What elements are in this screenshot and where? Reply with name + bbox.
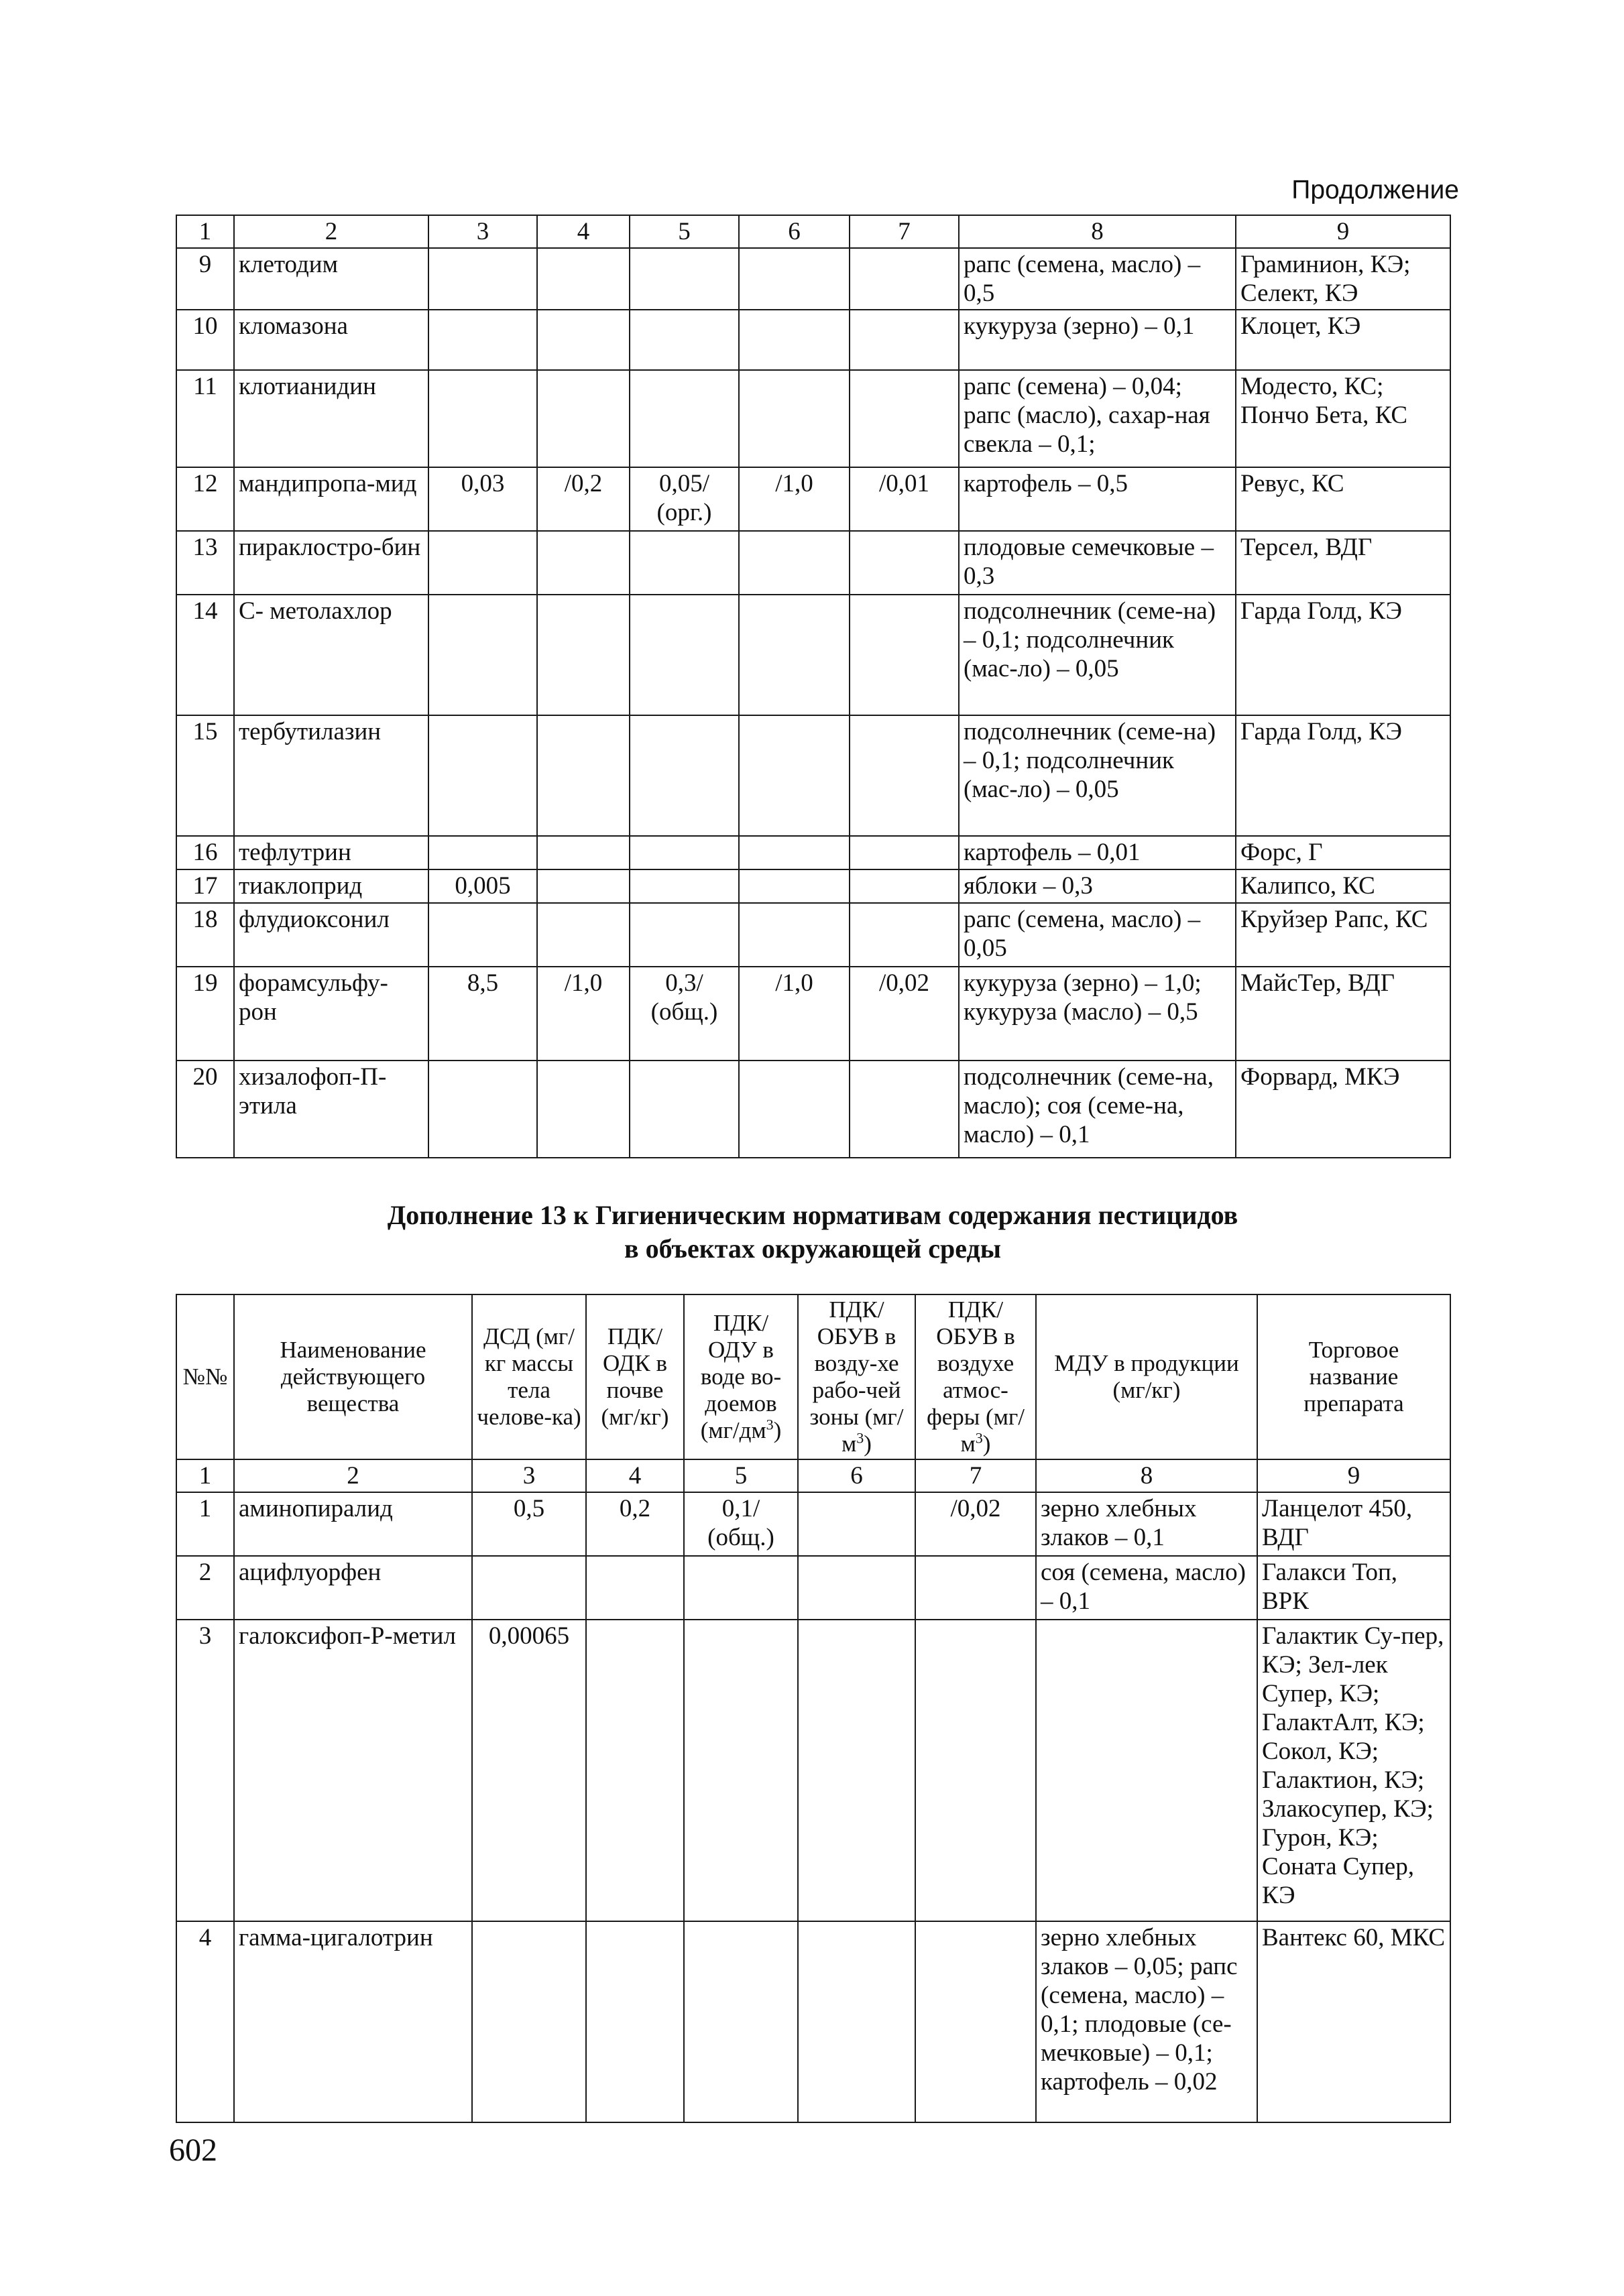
pesticide-table-supplement-13 — [176, 1294, 1451, 2123]
trade-name: Гарда Голд, КЭ — [1236, 715, 1450, 836]
header-substance-name: Наименование действующего вещества — [234, 1294, 472, 1459]
trade-name: Ланцелот 450, ВДГ — [1257, 1492, 1450, 1556]
pdk-atmosphere-value — [915, 1556, 1036, 1620]
row-number: 20 — [176, 1061, 234, 1158]
mdu-value: плодовые семечковые – 0,3 — [959, 531, 1236, 595]
mdu-value: картофель – 0,01 — [959, 836, 1236, 869]
header-pdk-work-close: ) — [864, 1431, 872, 1457]
dsd-value — [428, 836, 537, 869]
header-pdk-water — [684, 1294, 798, 1459]
dsd-value — [428, 370, 537, 467]
column-number-cell: 5 — [684, 1459, 798, 1492]
header-pdk-work-air — [798, 1294, 915, 1459]
pdk-atmosphere-value — [850, 370, 959, 467]
pdk-water-value — [630, 715, 739, 836]
row-number: 2 — [176, 1556, 234, 1620]
header-pdk-atm-close: ) — [982, 1431, 991, 1457]
row-number: 9 — [176, 248, 234, 310]
header-pdk-atm-text: ПДК/ ОБУВ в воздухе атмос-феры (мг/м — [927, 1296, 1025, 1457]
trade-name: Калипсо, КС — [1236, 869, 1450, 903]
dsd-value — [472, 1556, 586, 1620]
pdk-water-value — [684, 1620, 798, 1921]
dsd-value — [428, 531, 537, 595]
substance-name: форамсульфу-рон — [234, 967, 428, 1061]
section-title-line-1: Дополнение 13 к Гигиеническим нормативам содержания пестицидов — [387, 1200, 1238, 1230]
column-number-cell: 2 — [234, 1459, 472, 1492]
header-pdk-water-close: ) — [773, 1417, 782, 1443]
trade-name: Галактик Су-пер, КЭ; Зел-лек Супер, КЭ; ГалактАлт, КЭ; Сокол, КЭ; Галактион, КЭ; Злакосупер, КЭ; Гурон, КЭ; Соната Супер, КЭ — [1257, 1620, 1450, 1921]
trade-name: Галакси Топ, ВРК — [1257, 1556, 1450, 1620]
header-pdk-water-text: ПДК/ ОДУ в воде во-доемов (мг/дм — [700, 1310, 782, 1443]
table-row — [176, 967, 1450, 1061]
substance-name: гамма-цигалотрин — [234, 1921, 472, 2122]
pdk-work-air-value — [798, 1620, 915, 1921]
column-number-cell: 4 — [586, 1459, 684, 1492]
pdk-work-air-value — [739, 595, 850, 715]
pdk-water-value — [630, 903, 739, 967]
mdu-value: рапс (семена) – 0,04; рапс (масло), сахар-ная свекла – 0,1; — [959, 370, 1236, 467]
pesticide-table-continued — [176, 215, 1451, 1158]
column-number-cell: 9 — [1236, 215, 1450, 248]
row-number: 17 — [176, 869, 234, 903]
column-number-cell: 6 — [739, 215, 850, 248]
table-row — [176, 248, 1450, 310]
pdk-work-air-value — [739, 531, 850, 595]
dsd-value: 0,5 — [472, 1492, 586, 1556]
pdk-work-air-value — [739, 903, 850, 967]
pdk-soil-value — [537, 715, 630, 836]
mdu-value: подсолнечник (семе-на) – 0,1; подсолнечник (мас-ло) – 0,05 — [959, 595, 1236, 715]
substance-name: аминопиралид — [234, 1492, 472, 1556]
pdk-water-value — [630, 370, 739, 467]
pdk-soil-value — [586, 1620, 684, 1921]
pdk-water-value — [630, 595, 739, 715]
table-row — [176, 1492, 1450, 1556]
pdk-soil-value — [537, 531, 630, 595]
dsd-value — [428, 595, 537, 715]
dsd-value — [428, 1061, 537, 1158]
pdk-soil-value — [537, 1061, 630, 1158]
trade-name: Терсел, ВДГ — [1236, 531, 1450, 595]
trade-name: Ревус, КС — [1236, 467, 1450, 531]
substance-name: клетодим — [234, 248, 428, 310]
header-pdk-atm-sup: 3 — [975, 1429, 983, 1447]
pdk-water-value — [630, 310, 739, 370]
table-row — [176, 1556, 1450, 1620]
column-number-cell: 3 — [472, 1459, 586, 1492]
pdk-water-value: 0,1/ (общ.) — [684, 1492, 798, 1556]
table-row — [176, 467, 1450, 531]
section-title — [176, 1199, 1450, 1266]
table-row — [176, 869, 1450, 903]
column-number-cell: 6 — [798, 1459, 915, 1492]
substance-name: ацифлуорфен — [234, 1556, 472, 1620]
row-number: 14 — [176, 595, 234, 715]
pdk-atmosphere-value — [850, 531, 959, 595]
mdu-value: зерно хлебных злаков – 0,05; рапс (семена, масло) – 0,1; плодовые (се-мечковые) – 0,1; картофель – 0,02 — [1036, 1921, 1257, 2122]
header-row — [176, 1294, 1450, 1459]
pdk-atmosphere-value — [850, 595, 959, 715]
header-dsd: ДСД (мг/кг массы тела челове-ка) — [472, 1294, 586, 1459]
pdk-work-air-value — [739, 869, 850, 903]
pdk-work-air-value — [739, 248, 850, 310]
pdk-atmosphere-value — [850, 836, 959, 869]
pdk-atmosphere-value: /0,02 — [850, 967, 959, 1061]
table-row — [176, 1620, 1450, 1921]
column-number-cell: 1 — [176, 1459, 234, 1492]
pdk-water-value — [630, 1061, 739, 1158]
pdk-work-air-value — [798, 1556, 915, 1620]
row-number: 13 — [176, 531, 234, 595]
trade-name: Форс, Г — [1236, 836, 1450, 869]
column-number-row — [176, 215, 1450, 248]
trade-name: Вантекс 60, МКС — [1257, 1921, 1450, 2122]
pdk-soil-value: /1,0 — [537, 967, 630, 1061]
substance-name: мандипропа-мид — [234, 467, 428, 531]
dsd-value: 0,005 — [428, 869, 537, 903]
pdk-atmosphere-value — [915, 1921, 1036, 2122]
header-mdu: МДУ в продукции (мг/кг) — [1036, 1294, 1257, 1459]
dsd-value — [428, 715, 537, 836]
column-number-cell: 9 — [1257, 1459, 1450, 1492]
row-number: 4 — [176, 1921, 234, 2122]
mdu-value: картофель – 0,5 — [959, 467, 1236, 531]
substance-name: тефлутрин — [234, 836, 428, 869]
pdk-water-value — [630, 531, 739, 595]
row-number: 16 — [176, 836, 234, 869]
pdk-work-air-value — [739, 715, 850, 836]
column-number-cell: 4 — [537, 215, 630, 248]
mdu-value: кукуруза (зерно) – 0,1 — [959, 310, 1236, 370]
trade-name: Круйзер Рапс, КС — [1236, 903, 1450, 967]
column-number-cell: 3 — [428, 215, 537, 248]
mdu-value: яблоки – 0,3 — [959, 869, 1236, 903]
column-number-cell: 8 — [1036, 1459, 1257, 1492]
trade-name: МайсТер, ВДГ — [1236, 967, 1450, 1061]
trade-name: Клоцет, КЭ — [1236, 310, 1450, 370]
substance-name: С- метолахлор — [234, 595, 428, 715]
header-pdk-water-sup: 3 — [766, 1416, 774, 1433]
table-row — [176, 1921, 1450, 2122]
pdk-atmosphere-value — [850, 869, 959, 903]
pdk-atmosphere-value — [915, 1620, 1036, 1921]
column-number-cell: 7 — [850, 215, 959, 248]
dsd-value: 0,00065 — [472, 1620, 586, 1921]
pdk-water-value — [630, 248, 739, 310]
mdu-value: подсолнечник (семе-на) – 0,1; подсолнечник (мас-ло) – 0,05 — [959, 715, 1236, 836]
mdu-value: зерно хлебных злаков – 0,1 — [1036, 1492, 1257, 1556]
pdk-soil-value — [537, 248, 630, 310]
column-number-cell: 2 — [234, 215, 428, 248]
row-number: 19 — [176, 967, 234, 1061]
pdk-work-air-value — [739, 836, 850, 869]
mdu-value — [1036, 1620, 1257, 1921]
pdk-atmosphere-value: /0,02 — [915, 1492, 1036, 1556]
pdk-work-air-value: /1,0 — [739, 467, 850, 531]
mdu-value: соя (семена, масло) – 0,1 — [1036, 1556, 1257, 1620]
pdk-work-air-value — [798, 1921, 915, 2122]
pdk-atmosphere-value — [850, 903, 959, 967]
page-number: 602 — [169, 2132, 217, 2168]
dsd-value — [428, 310, 537, 370]
substance-name: тербутилазин — [234, 715, 428, 836]
pdk-soil-value — [537, 869, 630, 903]
mdu-value: рапс (семена, масло) – 0,5 — [959, 248, 1236, 310]
dsd-value: 8,5 — [428, 967, 537, 1061]
table-row — [176, 1061, 1450, 1158]
table-row — [176, 531, 1450, 595]
row-number: 12 — [176, 467, 234, 531]
row-number: 10 — [176, 310, 234, 370]
dsd-value — [472, 1921, 586, 2122]
header-pdk-soil: ПДК/ ОДК в почве (мг/кг) — [586, 1294, 684, 1459]
pdk-soil-value: /0,2 — [537, 467, 630, 531]
table-row — [176, 595, 1450, 715]
pdk-water-value: 0,05/ (орг.) — [630, 467, 739, 531]
substance-name: тиаклоприд — [234, 869, 428, 903]
row-number: 18 — [176, 903, 234, 967]
substance-name: клотианидин — [234, 370, 428, 467]
pdk-water-value — [630, 869, 739, 903]
pdk-work-air-value — [739, 370, 850, 467]
substance-name: флудиоксонил — [234, 903, 428, 967]
pdk-soil-value — [586, 1921, 684, 2122]
header-pdk-atmosphere — [915, 1294, 1036, 1459]
mdu-value: кукуруза (зерно) – 1,0; кукуруза (масло) – 0,5 — [959, 967, 1236, 1061]
table-row — [176, 715, 1450, 836]
pdk-work-air-value — [739, 310, 850, 370]
pdk-water-value — [630, 836, 739, 869]
column-number-cell: 5 — [630, 215, 739, 248]
trade-name: Модесто, КС; Пончо Бета, КС — [1236, 370, 1450, 467]
pdk-water-value — [684, 1921, 798, 2122]
substance-name: галоксифоп-Р-метил — [234, 1620, 472, 1921]
pdk-soil-value — [586, 1556, 684, 1620]
substance-name: кломазона — [234, 310, 428, 370]
table-row — [176, 310, 1450, 370]
pdk-work-air-value — [739, 1061, 850, 1158]
row-number: 11 — [176, 370, 234, 467]
table-row — [176, 903, 1450, 967]
pdk-water-value: 0,3/ (общ.) — [630, 967, 739, 1061]
mdu-value: рапс (семена, масло) – 0,05 — [959, 903, 1236, 967]
pdk-work-air-value: /1,0 — [739, 967, 850, 1061]
pdk-soil-value — [537, 903, 630, 967]
header-trade-name: Торговое название препарата — [1257, 1294, 1450, 1459]
substance-name: пираклостро-бин — [234, 531, 428, 595]
trade-name: Гарда Голд, КЭ — [1236, 595, 1450, 715]
header-pdk-work-sup: 3 — [856, 1429, 864, 1447]
row-number: 1 — [176, 1492, 234, 1556]
trade-name: Граминион, КЭ; Селект, КЭ — [1236, 248, 1450, 310]
column-number-cell: 1 — [176, 215, 234, 248]
pdk-soil-value — [537, 310, 630, 370]
continuation-label: Продолжение — [1291, 176, 1459, 204]
pdk-soil-value — [537, 370, 630, 467]
substance-name: хизалофоп-П-этила — [234, 1061, 428, 1158]
pdk-atmosphere-value: /0,01 — [850, 467, 959, 531]
pdk-soil-value — [537, 595, 630, 715]
pdk-atmosphere-value — [850, 715, 959, 836]
section-title-line-2: в объектах окружающей среды — [624, 1233, 1001, 1264]
dsd-value — [428, 903, 537, 967]
pdk-atmosphere-value — [850, 310, 959, 370]
column-number-row — [176, 1459, 1450, 1492]
pdk-work-air-value — [798, 1492, 915, 1556]
dsd-value: 0,03 — [428, 467, 537, 531]
row-number: 15 — [176, 715, 234, 836]
column-number-cell: 8 — [959, 215, 1236, 248]
header-pdk-work-text: ПДК/ ОБУВ в возду-хе рабо-чей зоны (мг/м — [809, 1296, 904, 1457]
trade-name: Форвард, МКЭ — [1236, 1061, 1450, 1158]
column-number-cell: 7 — [915, 1459, 1036, 1492]
header-number: №№ — [176, 1294, 234, 1459]
pdk-atmosphere-value — [850, 248, 959, 310]
row-number: 3 — [176, 1620, 234, 1921]
table-row — [176, 370, 1450, 467]
pdk-atmosphere-value — [850, 1061, 959, 1158]
pdk-soil-value — [537, 836, 630, 869]
dsd-value — [428, 248, 537, 310]
pdk-soil-value: 0,2 — [586, 1492, 684, 1556]
pdk-water-value — [684, 1556, 798, 1620]
table-row — [176, 836, 1450, 869]
mdu-value: подсолнечник (семе-на, масло); соя (семе-на, масло) – 0,1 — [959, 1061, 1236, 1158]
